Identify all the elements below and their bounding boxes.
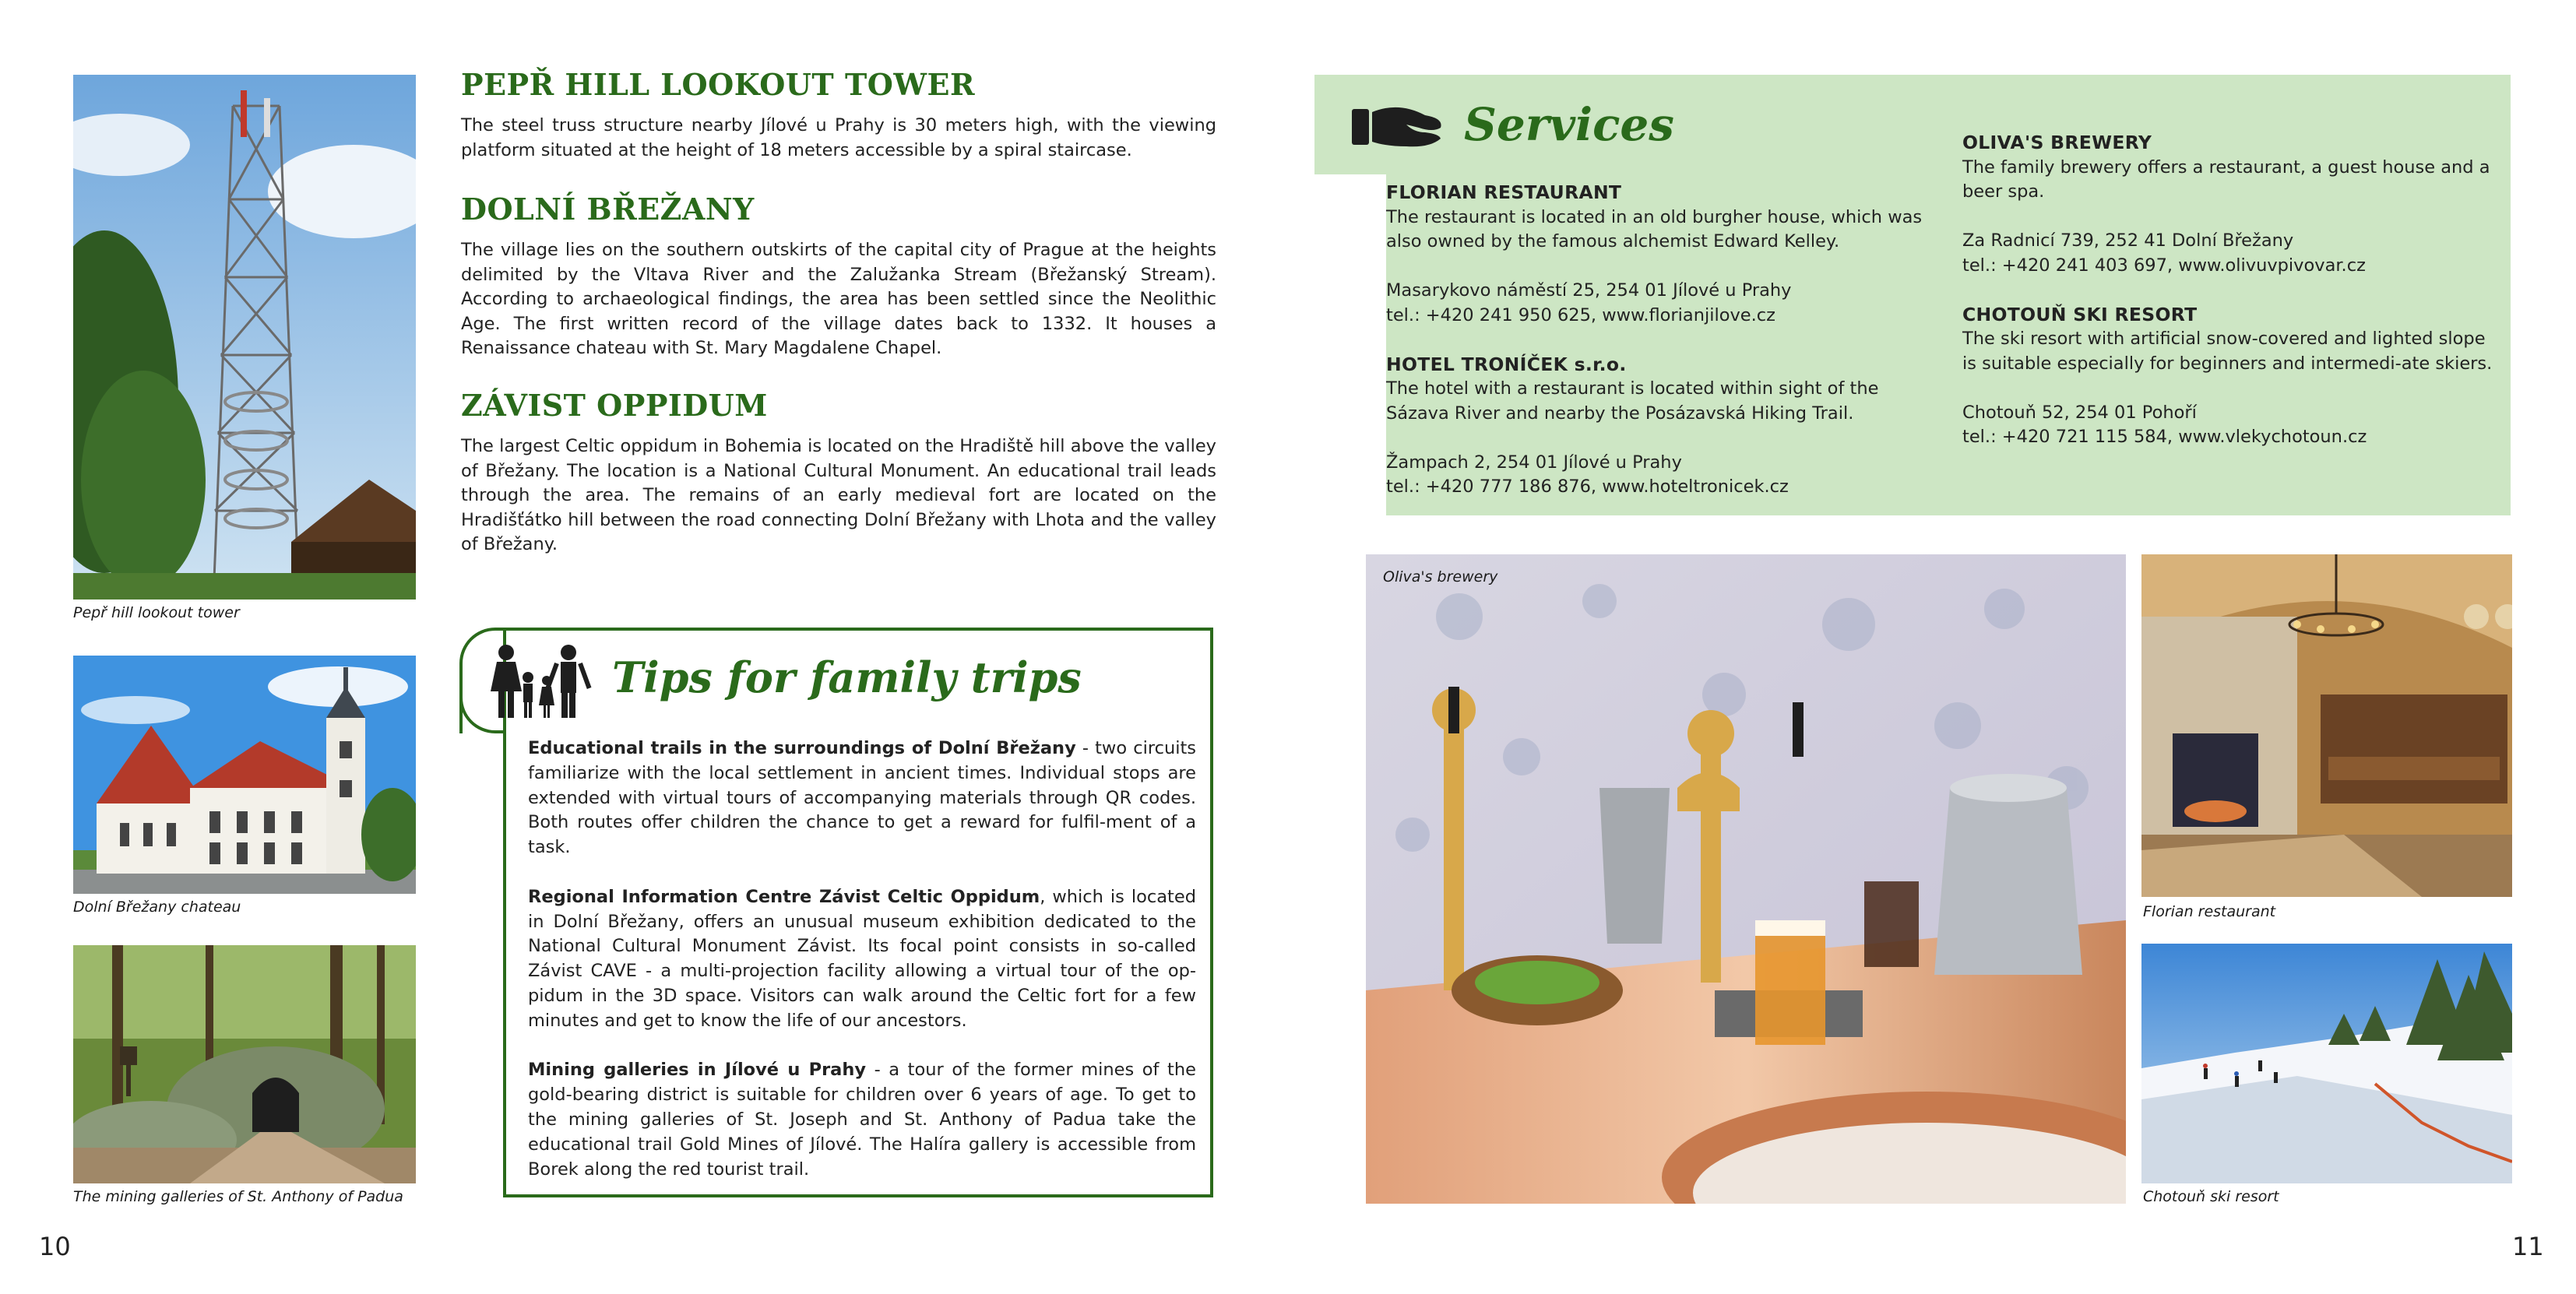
section-text: The largest Celtic oppidum in Bohemia is located on the Hradiště hill above the valley of Břežany. The location is a National Cultural Monument. An educational trail leads through the area. The remains of an early medieval fort are located on the Hradišťátko hill between the road connecting Dolní Břežany with Lhota and the valley of Břežany. [461, 436, 1216, 554]
services-column-left [1386, 181, 1923, 500]
tips-item-text: - a tour of the former mines of the gold-bearing district is suitable for children over 6 years of age. To get to the mining galleries of St. Joseph and St. Anthony of Padua take the educational trail Gold Mines of Jílové. The Halíra gallery is accessible from Borek along the red tourist trail. [528, 1060, 1196, 1180]
chateau-photo [73, 656, 416, 894]
service-contact: tel.: +420 721 115 584, www.vlekychotoun.cz [1962, 427, 2367, 447]
service-contact: tel.: +420 241 403 697, www.olivuvpivovar.cz [1962, 255, 2366, 276]
service-name: CHOTOUŇ SKI RESORT [1962, 303, 2198, 325]
restaurant-interior-photo [2141, 554, 2512, 897]
service-text: The ski resort with artificial snow-covered and lighted slope is suitable especially for beginners and intermedi-ate skiers. [1962, 329, 2493, 374]
tips-item-title: Mining galleries in Jílové u Prahy [528, 1060, 867, 1081]
ski-slope-photo [2141, 944, 2512, 1183]
section-heading: PEPŘ HILL LOOKOUT TOWER [461, 67, 976, 102]
mine-entrance-photo [73, 945, 416, 1183]
tips-item [528, 737, 1196, 860]
tips-item-text: , which is located in Dolní Břežany, offers an unusual museum exhibition dedicated to the National Cultural Monument Závist. Its focal point consists in so-called Závist CAVE - a multi-projection facility allowing a virtual tour of the op-pidum in the 3D space. Visitors can walk around the Celtic fort for a few minutes and get to know the life of our ancestors. [528, 886, 1196, 1031]
service-name: HOTEL TRONÍČEK s.r.o. [1386, 353, 1627, 375]
page-number: 10 [39, 1232, 71, 1261]
service-address: Žampach 2, 254 01 Jílové u Prahy [1386, 452, 1682, 473]
tips-header-mask [463, 733, 503, 1201]
section-text: The steel truss structure nearby Jílové u Prahy is 30 meters high, with the viewing platform situated at the height of 18 meters accessible by a spiral staircase. [461, 115, 1216, 160]
service-name: FLORIAN RESTAURANT [1386, 181, 1622, 203]
family-icon [483, 643, 592, 721]
service-address: Za Radnicí 739, 252 41 Dolní Břežany [1962, 230, 2294, 251]
tips-title: Tips for family trips [612, 652, 1082, 702]
tips-item-text: - two circuits familiarize with the local settlement in ancient times. Individual stops are extended with virtual tours of accompanying materials through QR codes. Both routes offer children the chance to get a reward for fulfil-ment of a task. [528, 738, 1196, 858]
photo-caption: Florian restaurant [2143, 903, 2276, 920]
photo-caption: Dolní Břežany chateau [73, 898, 241, 916]
tips-item [528, 1058, 1196, 1182]
services-panel-notch [1314, 174, 1386, 515]
service-text: The hotel with a restaurant is located within sight of the Sázava River and nearby the Posázavská Hiking Trail. [1386, 378, 1879, 424]
services-column-right [1962, 131, 2500, 450]
service-address: Chotouň 52, 254 01 Pohoří [1962, 402, 2197, 423]
service-contact: tel.: +420 241 950 625, www.florianjilove.cz [1386, 304, 1775, 325]
service-address: Masarykovo náměstí 25, 254 01 Jílové u Prahy [1386, 280, 1792, 301]
service-text: The restaurant is located in an old burgher house, which was also owned by the famous alchemist Edward Kelley. [1386, 206, 1923, 251]
photo-caption: Chotouň ski resort [2143, 1188, 2279, 1205]
section-heading: DOLNÍ BŘEŽANY [461, 192, 755, 227]
tips-item-title: Educational trails in the surroundings of Dolní Břežany [528, 738, 1076, 758]
hand-icon [1352, 101, 1444, 154]
section-heading: ZÁVIST OPPIDUM [461, 388, 768, 423]
photo-caption: Pepř hill lookout tower [73, 604, 240, 621]
tips-list [528, 737, 1196, 1207]
tips-item-title: Regional Information Centre Závist Celtic Oppidum [528, 886, 1040, 907]
photo-caption: The mining galleries of St. Anthony of Padua [73, 1188, 403, 1205]
brewery-taps-photo [1366, 554, 2126, 1204]
section-text: The village lies on the southern outskirts of the capital city of Prague at the heights delimited by the Vltava River and the Zalužanka Stream (Břežanský Stream). According to archaeological findings, the area has been settled since the Neolithic Age. The first written record of the village dates back to 1332. It houses a Renaissance chateau with St. Mary Magdalene Chapel. [461, 240, 1216, 358]
page-number: 11 [2512, 1232, 2544, 1261]
tips-item [528, 885, 1196, 1034]
photo-caption: Oliva's brewery [1383, 568, 1498, 585]
services-title: Services [1464, 98, 1674, 151]
service-contact: tel.: +420 777 186 876, www.hoteltronicek.cz [1386, 476, 1789, 497]
service-name: OLIVA'S BREWERY [1962, 132, 2152, 153]
service-text: The family brewery offers a restaurant, a guest house and a beer spa. [1962, 156, 2490, 202]
lookout-tower-photo [73, 75, 416, 600]
